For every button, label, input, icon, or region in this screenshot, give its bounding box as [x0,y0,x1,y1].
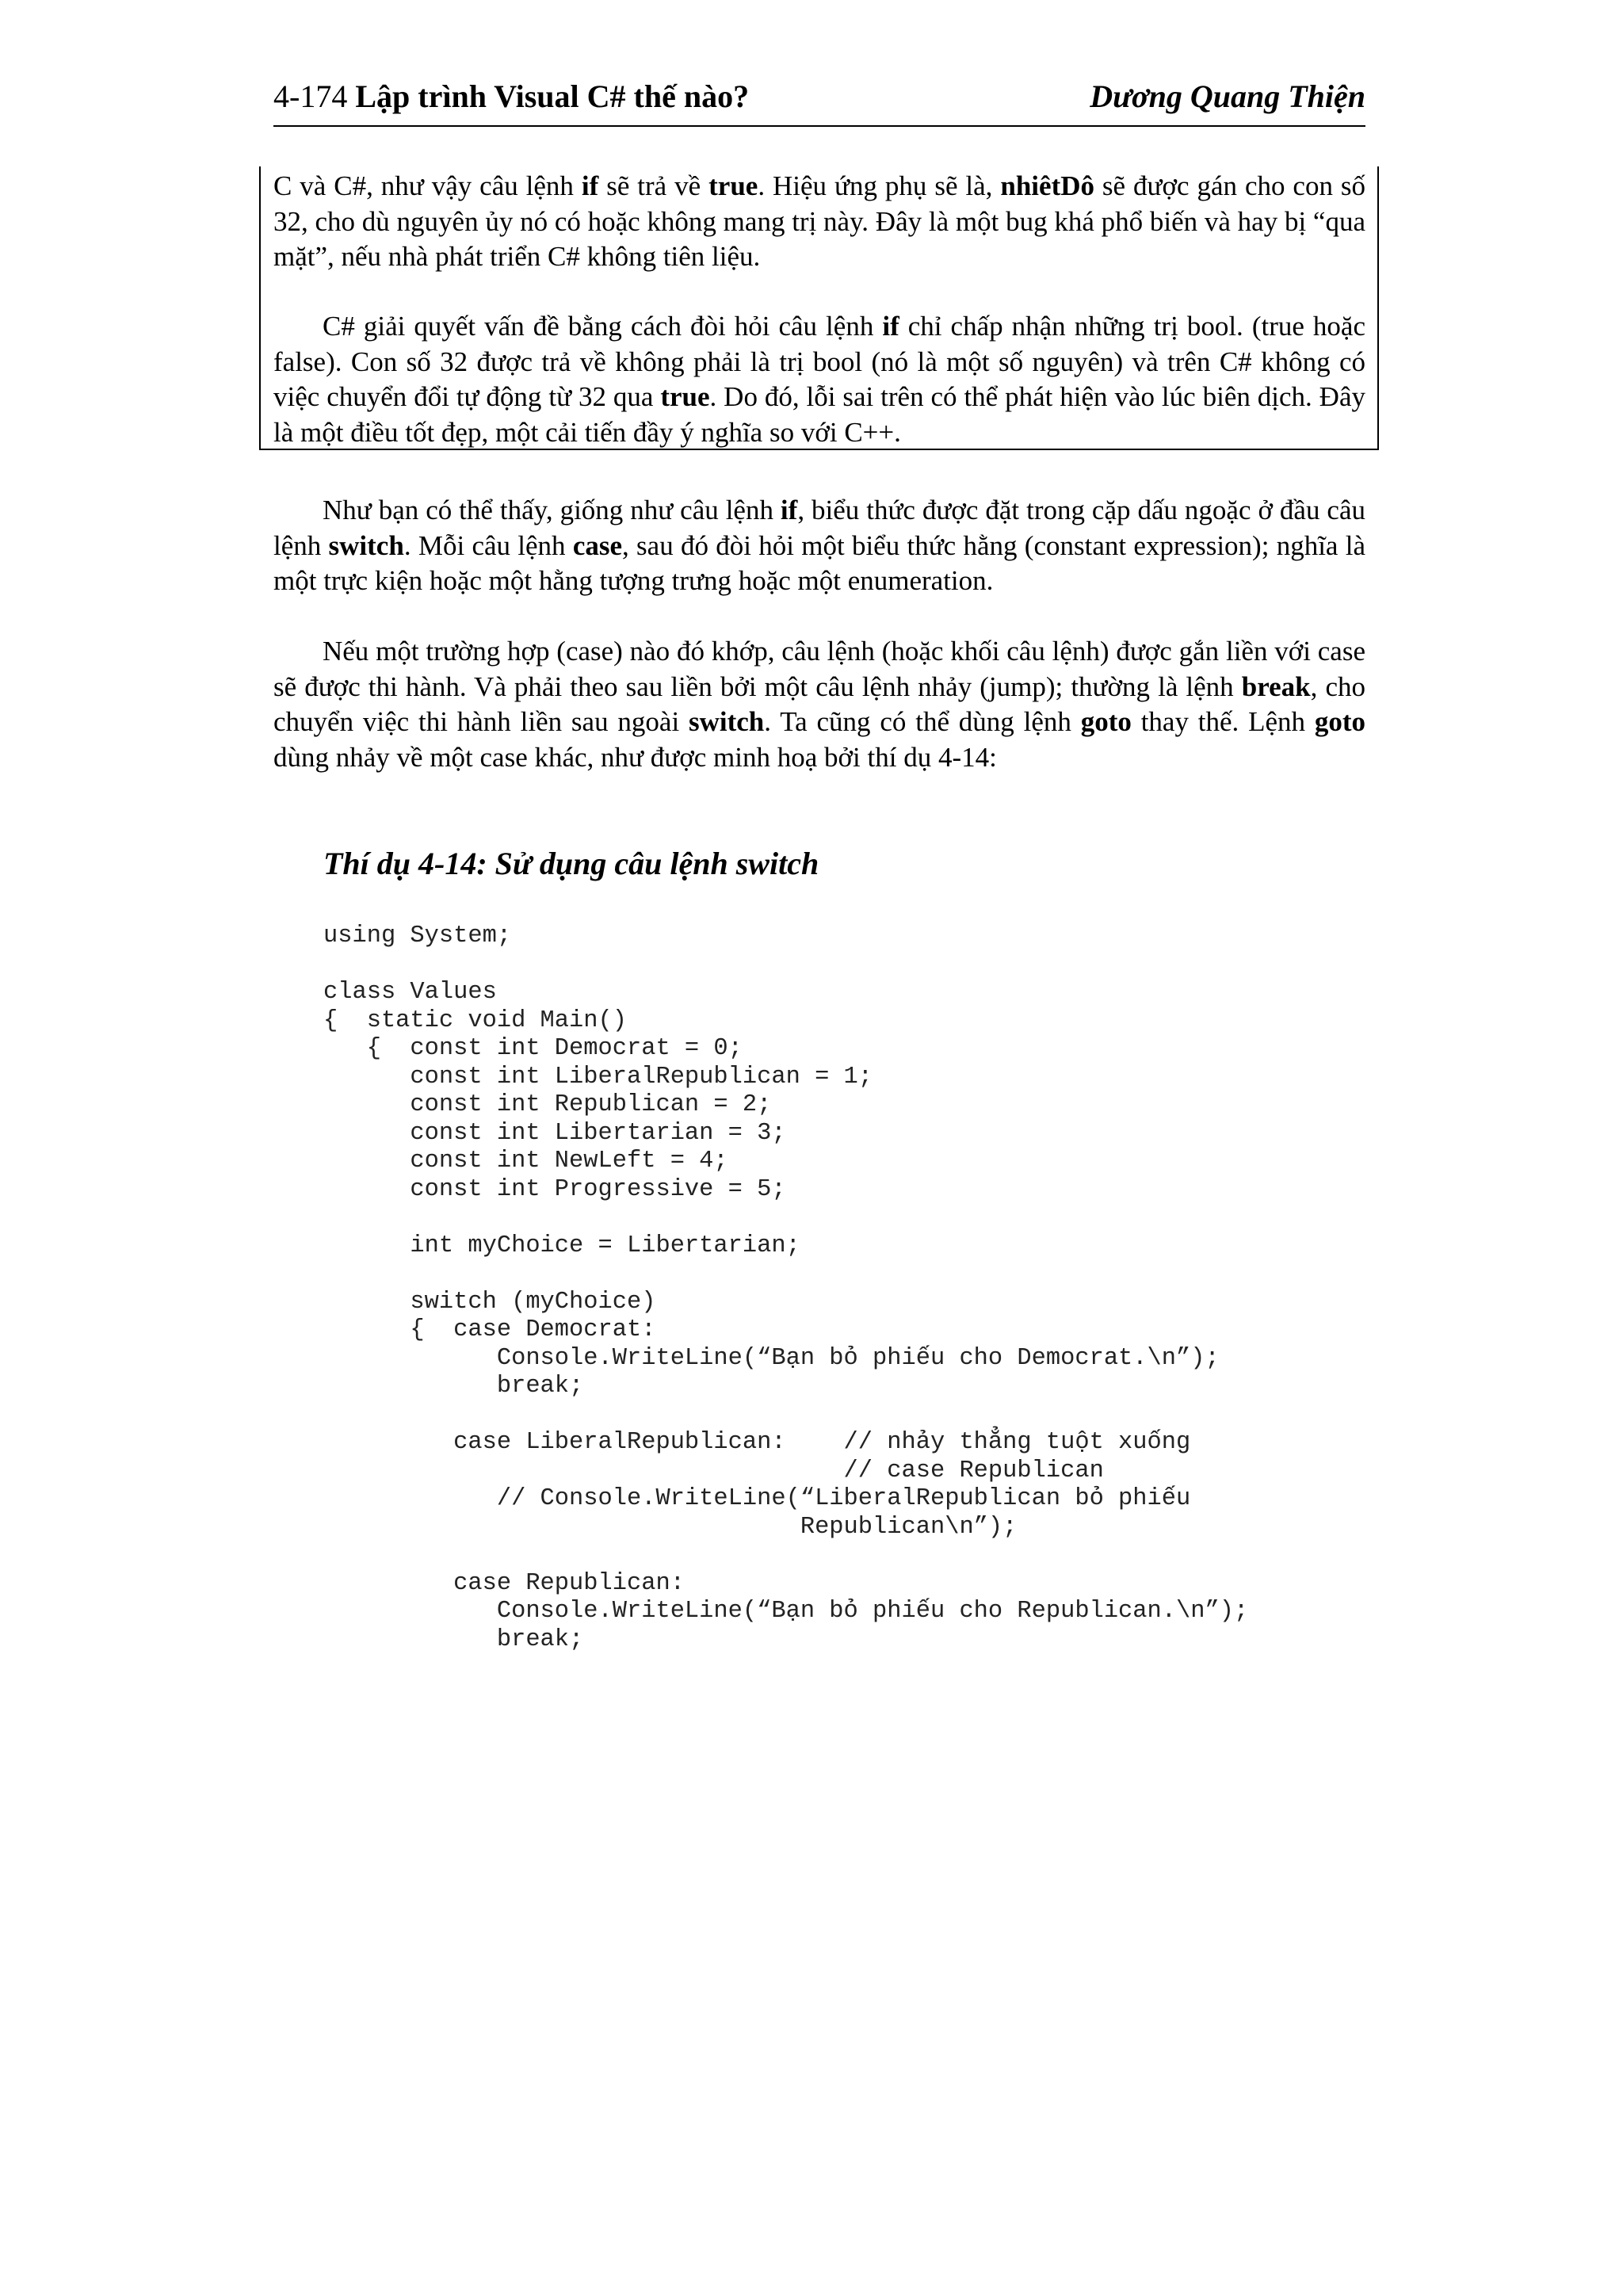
text-run: , sau đó đòi hỏi một biểu thức hằng (constant expression); nghĩa là một trực kiện hoặc một hằng tượng trưng hoặc một enumeration. [273,529,1365,596]
text-run: . Ta cũng có thể dùng lệnh [764,706,1081,737]
bold-keyword: true [708,170,758,201]
text-run: C và C#, như vậy câu lệnh [273,170,582,201]
header-left [273,78,749,115]
book-title: Lập trình Visual C# thế nào? [355,78,750,114]
bold-keyword: nhiêtDô [1000,170,1094,201]
text-run: sẽ được gán cho con số 32, cho dù nguyên ủy nó có hoặc không mang trị này. Đây là một bug khá phổ biến và hay bị “qua mặt”, nếu nhà phát triển C# không tiên liệu. [273,170,1366,272]
paragraph [273,169,1365,275]
page-header [273,73,1365,127]
author-name: Dương Quang Thiện [1090,78,1365,114]
example-title: Thí dụ 4-14: Sử dụng câu lệnh switch [323,846,819,881]
text-run: , cho chuyển việc thi hành liền sau ngoài [273,670,1365,737]
text-run: , biểu thức được đặt trong cặp dấu ngoặc ở đầu câu lệnh [273,495,1365,561]
text-run: . Mỗi câu lệnh [403,529,573,561]
text-run: sẽ trả về [598,170,709,201]
text-run: Như bạn có thể thấy, giống như câu lệnh [323,495,781,525]
bold-keyword: switch [689,706,765,737]
page-number: 4-174 [273,78,348,114]
text-run: C# giải quyết vấn đề bằng cách đòi hỏi câu lệnh [323,311,883,342]
paragraph [273,309,1365,450]
bold-keyword: true [660,381,710,412]
bold-keyword: if [780,495,798,525]
paragraph [273,493,1365,599]
bold-keyword: if [581,170,599,201]
bold-keyword: break [1241,670,1311,702]
text-run: chỉ chấp nhận những trị bool. (true hoặc false). Con số 32 được trả về không phải là trị bool (nó là một số nguyên) và trên C# không có việc chuyển đổi tự động từ 32 qua [273,311,1365,412]
paragraph [273,634,1365,775]
text-run: thay thế. Lệnh [1131,706,1315,737]
text-run: Nếu một trường hợp (case) nào đó khớp, câu lệnh (hoặc khối câu lệnh) được gắn liền với case sẽ được thi hành. Và phải theo sau liền bởi một câu lệnh nhảy (jump); thường là lệnh [273,636,1365,702]
bold-keyword: goto [1080,706,1132,737]
bold-keyword: switch [328,529,404,561]
text-run: . Do đó, lỗi sai trên có thể phát hiện vào lúc biên dịch. Đây là một điều tốt đẹp, một cải tiến đầy ý nghĩa so với C++. [273,381,1365,448]
text-run: dùng nhảy về một case khác, như được minh hoạ bởi thí dụ 4-14: [273,741,997,773]
bold-keyword: if [882,311,899,342]
bold-keyword: case [572,529,623,561]
code-listing: using System; class Values { static void Main() { const int Democrat = 0; const int LiberalRepublican = 1; const int Republican = 2; const int Libertarian = 3; const int NewLeft = 4; const int Progressive = 5; int myChoice = Libertarian; switch (myChoice) { case Democrat: Console.WriteLine(“Bạn bỏ phiếu cho Democrat.\n”); break; case LiberalRepublican: // nhảy thẳng tuột xuống // case Republican // Console.WriteLine(“LiberalRepublican bỏ phiếu Republican\n”); case Republican: Console.WriteLine(“Bạn bỏ phiếu cho Republican.\n”); break; [323,923,1249,1653]
bold-keyword: goto [1314,706,1365,737]
text-run: . Hiệu ứng phụ sẽ là, [758,170,1001,201]
